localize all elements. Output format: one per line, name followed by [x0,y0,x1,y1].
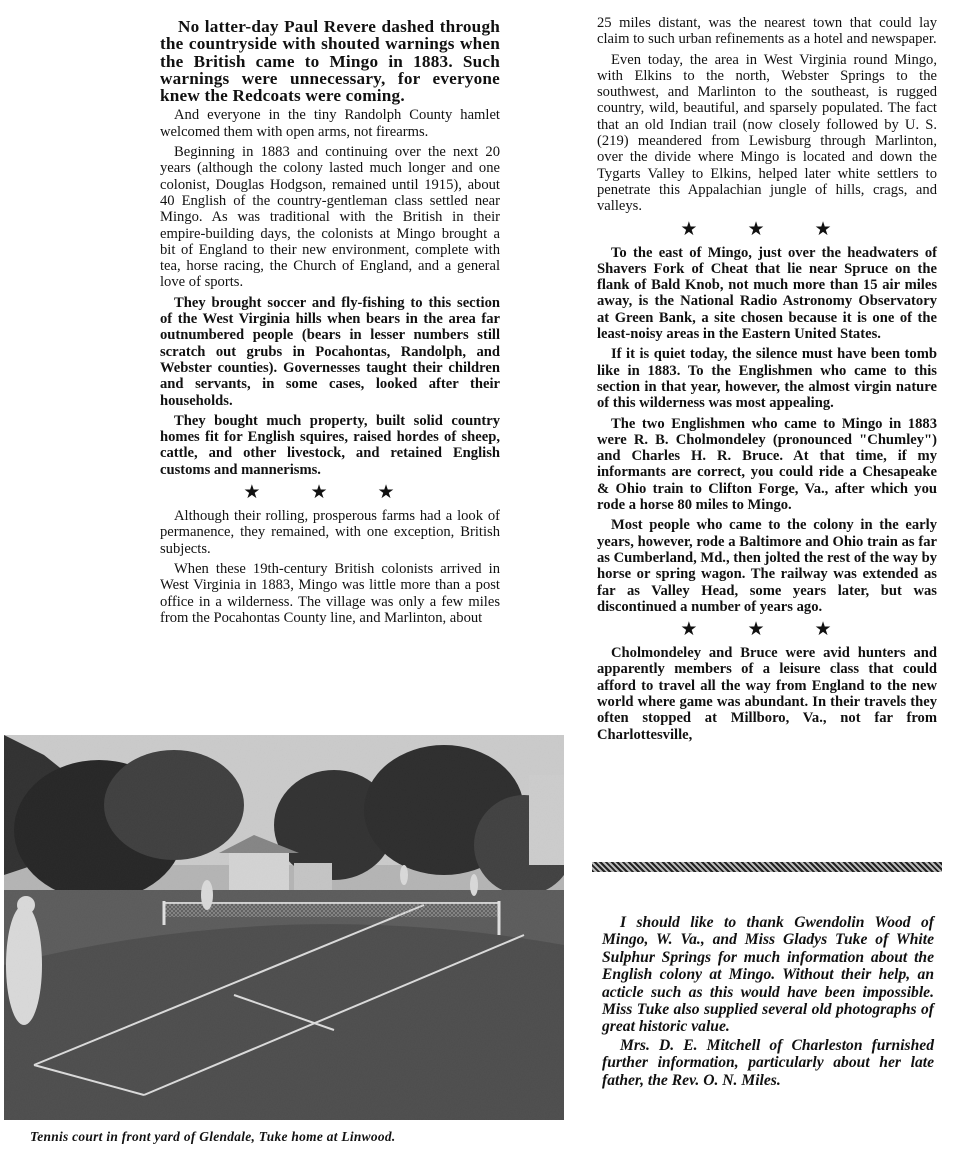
section-divider-stars: ★ ★ ★ [680,618,854,641]
paragraph: The two Englishmen who came to Mingo in 1883 were R. B. Cholmondeley (pronounced "Chumley") and Charles H. R. Bruce. At that time, if my informants are correct, you could ride a Chesapeake & Ohio train to Clifton Forge, Va., after which you rode a horse 80 miles to Mingo. [597,415,937,514]
paragraph: Beginning in 1883 and continuing over the next 20 years (although the colony lasted much longer and one colonist, Douglas Hodgson, remained until 1915), about 40 English of the country-gentleman class settled near Mingo. As was traditional with the British in their empire-building days, the colonists at Mingo brought a bit of England to their new environment, complete with tea, horse racing, the Church of England, and a general love of sports. [160,144,500,291]
decorative-divider [592,862,942,872]
paragraph: To the east of Mingo, just over the headwaters of Shavers Fork of Cheat that lie near Spruce on the flank of Bald Knob, not much more than 15 air miles away, is the National Radio Astronomy Observatory at Green Bank, a site chosen because it is one of the least-noisy areas in the Eastern United States. [597,244,937,343]
article-left-column [160,18,500,630]
paragraph: Even today, the area in West Virginia round Mingo, with Elkins to the north, Webster Springs to the southwest, and Marlinton to the southeast, is rugged country, wild, beautiful, and sparsely populated. The fact that an old Indian trail (now closely followed by U. S. (219) meandered from Lewisburg through Marlinton, over the divide where Mingo is located and down the Tygarts Valley to Elkins, helped later white settlers to penetrate this Appalachian jungle of hills, crags, and valleys. [597,51,937,215]
acknowledgment-paragraph: Mrs. D. E. Mitchell of Charleston furnished further information, particularly about her late father, the Rev. O. N. Miles. [602,1036,934,1089]
acknowledgment-paragraph: I should like to thank Gwendolin Wood of Mingo, W. Va., and Miss Gladys Tuke of White Sulphur Springs for much information about the English colony at Mingo. Without their help, an acticle such as this would have been impossible. Miss Tuke also supplied several old photographs of great historic value. [602,914,934,1036]
section-divider-stars: ★ ★ ★ [243,481,417,504]
paragraph: They bought much property, built solid country homes fit for English squires, raised hordes of sheep, cattle, and other livestock, and retained English customs and mannerisms. [160,412,500,478]
article-right-column [597,15,937,747]
paragraph: They brought soccer and fly-fishing to this section of the West Virginia hills when bears in the area far outnumbered people (bears in lesser numbers still scratch out grubs in Pocahontas, Randolph, and Webster counties). Governesses taught their children and servants, in some cases, looked after their households. [160,294,500,409]
photo-illustration [4,735,564,1120]
paragraph: Most people who came to the colony in the early years, however, rode a Baltimore and Ohio train as far as Cumberland, Md., then jolted the rest of the way by horse or spring wagon. The railway was extended as far as Valley Head, some years later, but was discontinued a number of years ago. [597,517,937,615]
paragraph: Cholmondeley and Bruce were avid hunters and apparently members of a leisure class that could afford to travel all the way from England to the new world where game was abundant. In their travels they often stopped at Millboro, Va., not far from Charlottesville, [597,645,937,743]
lead-paragraph: No latter-day Paul Revere dashed through the countryside with shouted warnings when the British came to Mingo in 1883. Such warnings were unnecessary, for everyone knew the Redcoats were coming. [160,17,500,106]
photo-caption: Tennis court in front yard of Glendale, Tuke home at Linwood. [30,1129,396,1144]
paragraph: When these 19th-century British colonists arrived in West Virginia in 1883, Mingo was little more than a post office in a wilderness. The village was only a few miles from the Pocahontas County line, and Marlinton, about [160,560,500,626]
paragraph: If it is quiet today, the silence must have been tomb like in 1883. To the Englishmen who came to this section in that year, however, the almost virgin nature of this wilderness was most appealing. [597,346,937,412]
paragraph: And everyone in the tiny Randolph County hamlet welcomed them with open arms, not firearms. [160,107,500,140]
tennis-court-photo [4,735,564,1120]
section-divider-stars: ★ ★ ★ [680,217,854,240]
acknowledgment-box [602,914,934,1090]
paragraph: 25 miles distant, was the nearest town that could lay claim to such urban refinements as a hotel and newspaper. [597,15,937,48]
paragraph: Although their rolling, prosperous farms had a look of permanence, they remained, with one exception, British subjects. [160,508,500,557]
